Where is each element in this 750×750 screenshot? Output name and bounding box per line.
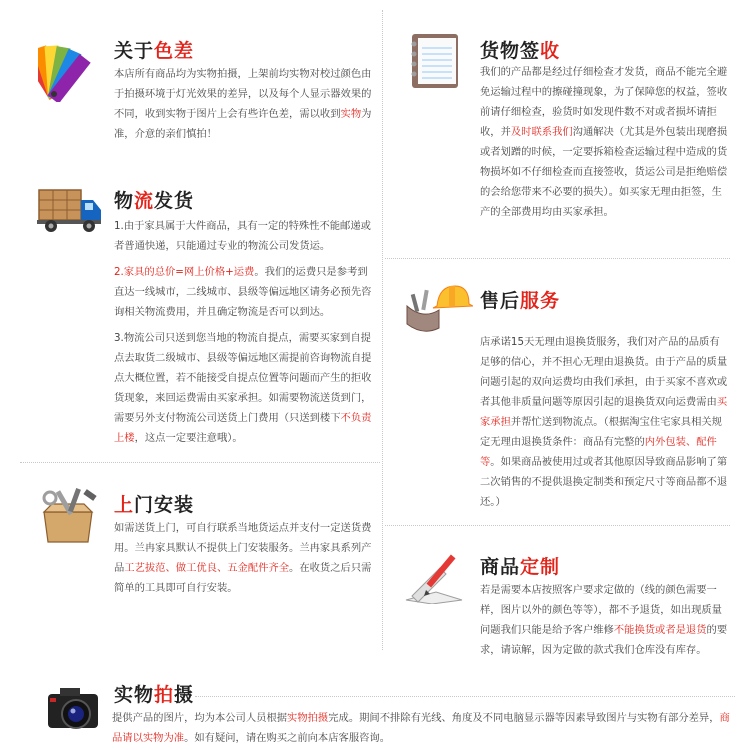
after-sales-title: 售后服务 xyxy=(480,290,561,312)
color-fan-icon xyxy=(38,36,94,102)
logistics-title: 物流发货 xyxy=(114,190,195,212)
toolbelt-helmet-icon xyxy=(403,280,473,336)
inspection-text: 我们的产品都是经过仔细检查才发货，商品不能完全避免运输过程中的擦碰撞现象，为了保障您的权益，签收前请仔细检查，验货时如发现件数不对或者损坏请拒收，并及时联系我们沟通解决（尤其是外包装出现磨损或者划蹭的时候，一定要拆箱检查运输过程中造成的货物损坏如不仔细检查而直接签收，货运公司是拒绝赔偿的会给您带来不必要的损失）。如买家无理由拒签，生产的全部费用均由买家承担。 xyxy=(480,66,728,218)
notebook-icon xyxy=(404,30,464,92)
divider-right-2 xyxy=(385,525,730,526)
camera-icon xyxy=(46,684,102,734)
color-difference-text: 本店所有商品均为实物拍摄，上架前均实物对校过颜色由于拍摄环境于灯光效果的差异，以及每个人显示器效果的不同，收到实物于图片上会有些许色差，需以收到实物为准，介意的亲们慎拍！ xyxy=(114,68,372,140)
after-sales-text: 店承诺15天无理由退换货服务，我们对产品的品质有足够的信心，并不担心无理由退换货。由于产品的质量问题引起的双向运费均由我们承担，由于买家不喜欢或者其他非质量问题等原因引起的退换货双向运费需由买家承担并帮忙送到物流点。（根据淘宝住宅家具相关规定无理由退换货条件：商品有完整的内外包装、配件等。如果商品被使用过或者其他原因导致商品影响了第二次销售的不提供退换定制类和预定尺寸等商品都不退还。） xyxy=(480,336,728,508)
customization-text: 若是需要本店按照客户要求定做的（线的颜色需要一样，图片以外的颜色等等），都不予退货，如出现质量问题我们只能是给予客户维修不能换货或者是退货的要求，请谅解，因为定做的款式我们仓库没有库存。 xyxy=(480,584,728,656)
logistics-text xyxy=(114,216,376,454)
toolbox-icon xyxy=(32,488,104,546)
divider-left-1 xyxy=(20,462,380,463)
installation-text: 如需送货上门，可自行联系当地货运点并支付一定送货费用。兰冉家具默认不提供上门安装服务。兰冉家具系列产品工艺拔范、做工优良、五金配件齐全。在收货之后只需简单的工具即可自行安装。 xyxy=(114,522,372,594)
logistics-para-3: 3.物流公司只送到您当地的物流自提点，需要买家到自提点去取货二级城市、县级等偏远地区需提前咨询物流自提点大概位置，若不能接受自提点位置等问题而产生的拒收货现象，来回运费需由买家承担。如需要物流送货到门，需要另外支付物流公司送货上门费用（只送到楼下不负责上楼，这点一定要注意哦）。 xyxy=(114,332,372,444)
color-difference-title: 关于色差 xyxy=(114,40,195,62)
logistics-para-2: 2.家具的总价=网上价格+运费。我们的运费只是参考到直达一线城市，二线城市、县级等偏远地区请务必预先咨询相关物流费用，并且确定物流是否可以到达。 xyxy=(114,266,372,318)
center-divider xyxy=(382,10,383,650)
installation-title: 上门安装 xyxy=(114,494,195,516)
delivery-truck-icon xyxy=(37,186,103,234)
divider-bottom xyxy=(195,696,735,697)
photography-text: 提供产品的图片，均为本公司人员根据实物拍摄完成。期间不排除有光线、角度及不同电脑显示器等因素导致图片与实物有部分差异，商品请以实物为准。如有疑问，请在购买之前向本店客服咨询。 xyxy=(112,712,730,744)
photography-title: 实物拍摄 xyxy=(114,684,195,706)
divider-right-1 xyxy=(385,258,730,259)
logistics-para-1: 1.由于家具属于大件商品，具有一定的特殊性不能邮递或者普通快递，只能通过专业的物流公司发货运。 xyxy=(114,220,371,252)
drawing-pencil-icon xyxy=(402,548,466,604)
inspection-title: 货物签收 xyxy=(480,40,561,62)
customization-title: 商品定制 xyxy=(480,556,561,578)
